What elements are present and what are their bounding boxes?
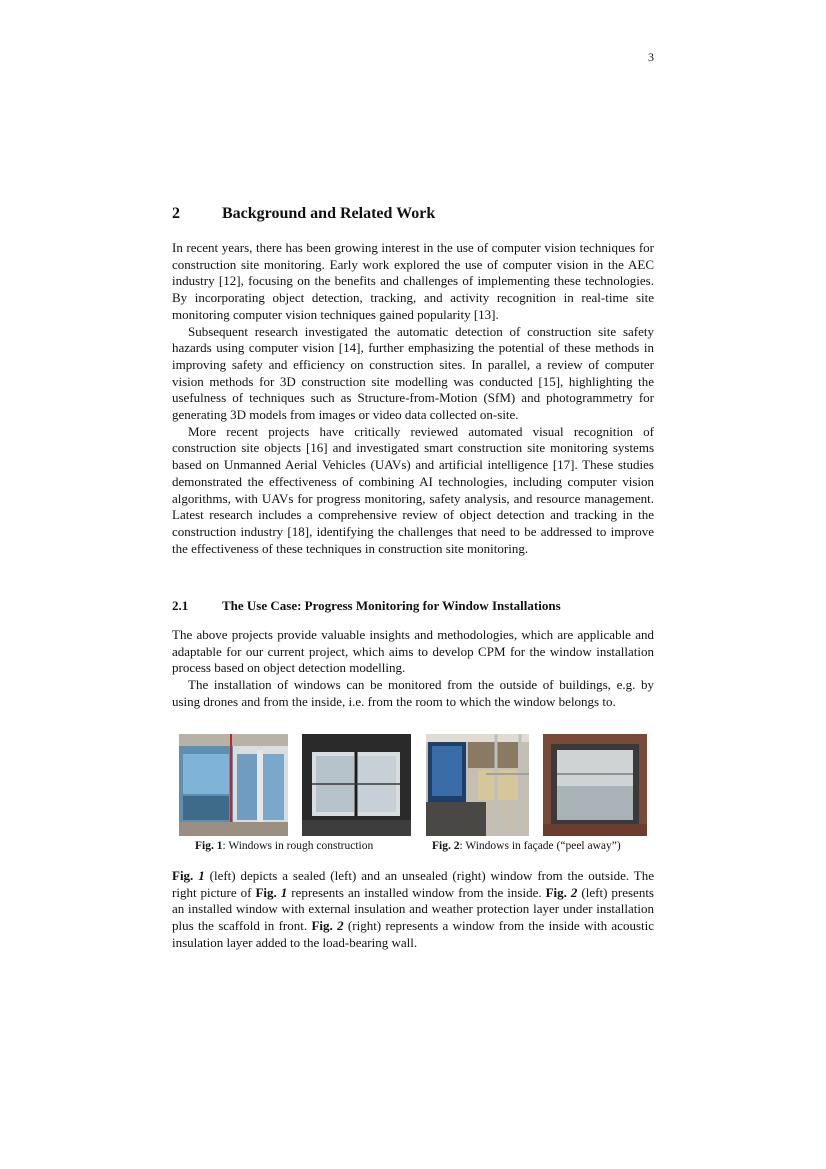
section-number: 2 xyxy=(172,205,180,222)
paragraph: Fig. 1 (left) depicts a sealed (left) and an unsealed (right) window from the outside. The right picture of Fig. 1 represents an installed window from the inside. Fig. 2 (left) presents an installed window with external insulation and weather protection layer under installation plus the scaffold in front. Fig. 2 (right) represents a window from the inside with acoustic insulation layer added to the load-bearing wall. xyxy=(172,868,654,950)
section-heading xyxy=(172,205,654,223)
paragraph: The installation of windows can be monitored from the outside of buildings, e.g. by using drones and from the inside, i.e. from the room to which the window belongs to. xyxy=(172,677,654,709)
fig1-caption-text: : Windows in rough construction xyxy=(222,840,374,852)
fig2-label: Fig. 2 xyxy=(432,840,460,852)
fig1-caption xyxy=(195,840,373,852)
fig2-right-photo xyxy=(543,734,647,836)
fig1-label: Fig. 1 xyxy=(195,840,223,852)
page-number: 3 xyxy=(648,50,654,64)
paragraph: More recent projects have critically reviewed automated visual recognition of construction site objects [16] and investigated smart construction site monitoring systems based on Unmanned Aerial Vehicles (UAVs) and artificial intelligence [17]. These studies demonstrated the effectiveness of combining AI technologies, including computer vision algorithms, with UAVs for progress monitoring, safety analysis, and resource management. Latest research includes a comprehensive review of object detection and tracking in the construction industry [18], identifying the challenges that need to be addressed to improve the effectiveness of these techniques in construction site monitoring. xyxy=(172,423,654,556)
fig2-left-photo xyxy=(426,734,529,836)
fig1-right-photo xyxy=(302,734,411,836)
figure-reference[interactable]: Fig. 2 xyxy=(545,884,578,900)
paragraph: The above projects provide valuable insights and methodologies, which are applicable and adaptable for our current project, which aims to develop CPM for the window installation process based on object detection modelling. xyxy=(172,627,654,676)
paragraph: In recent years, there has been growing interest in the use of computer vision techniques for construction site monitoring. Early work explored the use of computer vision in the AEC industry [12], focusing on the benefits and challenges of implementing these technologies. By incorporating object detection, tracking, and activity recognition in real-time site monitoring computer vision techniques gained popularity [13]. xyxy=(172,240,654,322)
fig2-caption-text: : Windows in façade (“peel away”) xyxy=(459,840,621,852)
section-body xyxy=(172,240,654,557)
figure-reference[interactable]: Fig. 1 xyxy=(255,884,288,900)
fig2-caption xyxy=(432,840,621,852)
section-title: Background and Related Work xyxy=(222,205,436,222)
subsection-body xyxy=(172,627,654,711)
paragraph: Subsequent research investigated the automatic detection of construction site safety hazards using computer vision [14], further emphasizing the potential of these methods in improving safety and efficiency on construction sites. In parallel, a review of computer vision methods for 3D construction site modelling was conducted [15], highlighting the usefulness of techniques such as Structure-from-Motion (SfM) and photogrammetry for generating 3D models from images or video data collected on-site. xyxy=(172,323,654,423)
subsection-title: The Use Case: Progress Monitoring for Window Installations xyxy=(222,598,561,613)
figure-reference[interactable]: Fig. 2 xyxy=(311,918,344,934)
figure-description xyxy=(172,868,654,952)
figure-reference[interactable]: Fig. 1 xyxy=(172,868,205,883)
subsection-heading xyxy=(172,598,561,614)
fig1-left-photo xyxy=(179,734,288,836)
subsection-number: 2.1 xyxy=(172,598,189,613)
